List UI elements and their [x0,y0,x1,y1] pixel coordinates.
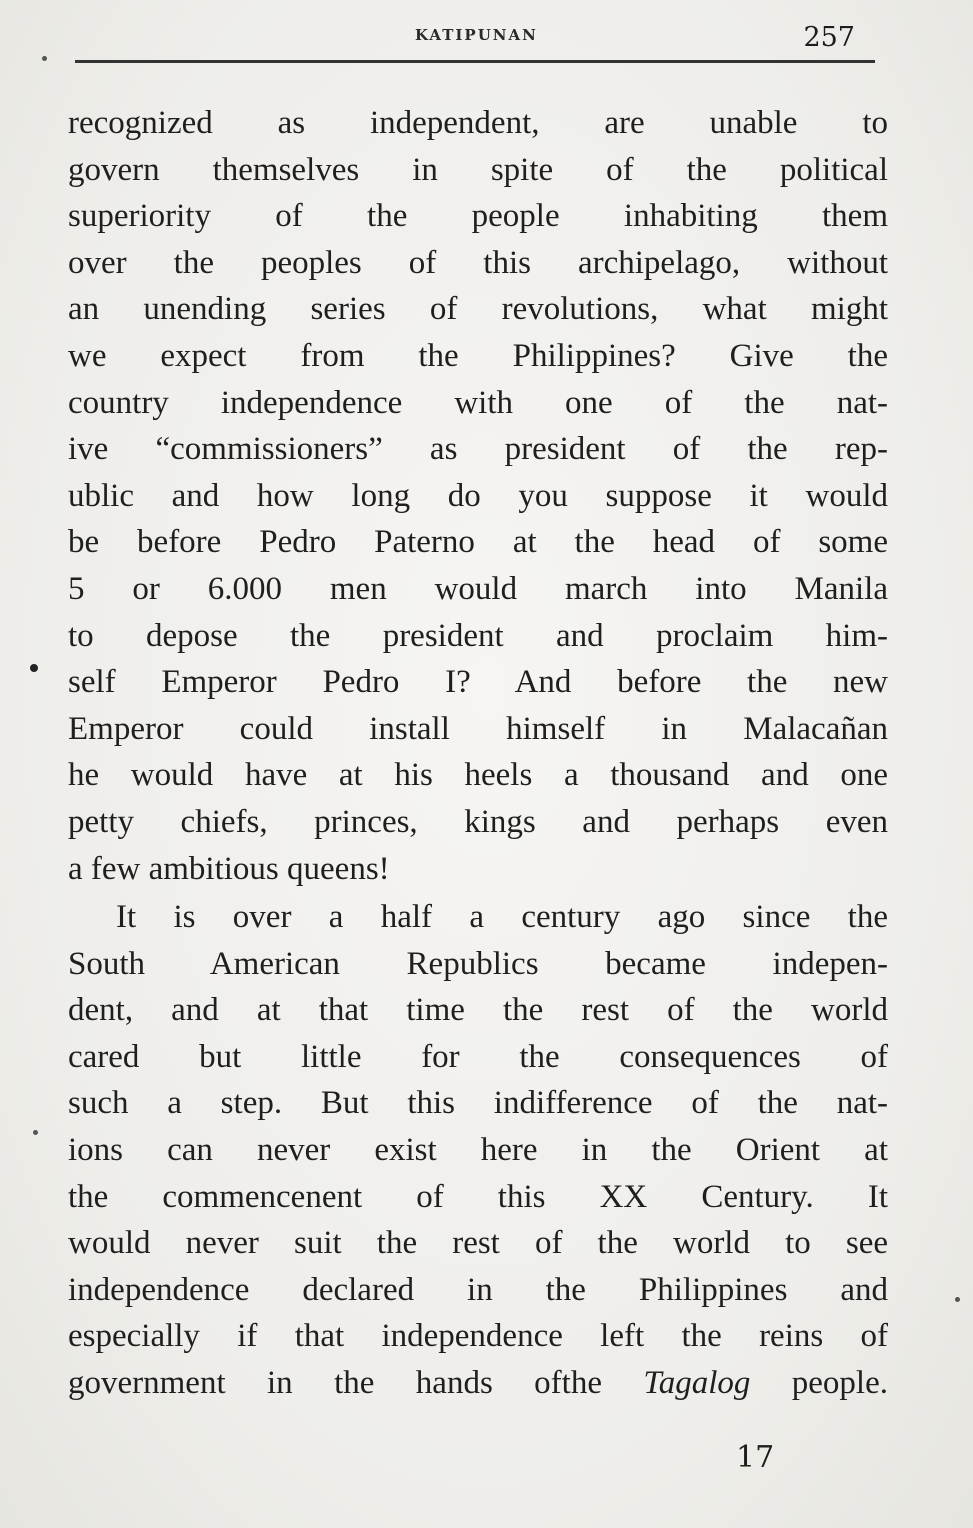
text-line: we expect from the Philippines? Give the [68,337,888,374]
text-line: an unending series of revolutions, what might [68,291,888,328]
text-line: ive “commissioners” as president of the rep- [68,431,888,468]
text-line: a few ambitious queens! [68,850,390,887]
text-line: It is over a half a century ago since the [116,899,888,936]
text-line: recognized as independent, are unable to [68,105,888,141]
text-line: such a step. But this indifference of the nat- [68,1085,888,1122]
text-line: cared but little for the consequences of [68,1038,888,1075]
text-line: Emperor could install himself in Malacañan [68,710,888,747]
final-line-suffix: people. [750,1365,888,1402]
page-header [75,22,875,68]
text-line: superiority of the people inhabiting them [68,198,888,235]
page-number: 257 [803,22,855,53]
ink-spot [42,56,47,61]
text-line: country independence with one of the nat- [68,384,888,421]
text-line: he would have at his heels a thousand and one [68,757,888,794]
signature-mark: 17 [736,1440,775,1475]
text-line: to depose the president and proclaim him- [68,617,888,654]
text-line: especially if that independence left the reins of [68,1318,888,1355]
text-line: the commencenent of this XX Century. It [68,1178,888,1215]
text-line: govern themselves in spite of the political [68,151,888,188]
text-line: would never suit the rest of the world to see [68,1225,888,1262]
ink-spot [955,1297,960,1302]
text-line: ublic and how long do you suppose it would [68,477,888,514]
text-line: petty chiefs, princes, kings and perhaps even [68,803,888,840]
italic-word: Tagalog [643,1365,751,1402]
header-rule [75,60,875,63]
text-line: dent, and at that time the rest of the world [68,992,888,1029]
running-head: KATIPUNAN [415,26,538,44]
text-line-final [68,1360,888,1407]
text-line: 5 or 6.000 men would march into Manila [68,570,888,607]
text-line: South American Republics became indepen- [68,945,888,982]
text-line: be before Pedro Paterno at the head of some [68,524,888,561]
body-text [68,100,888,1407]
text-line: over the peoples of this archipelago, without [68,244,888,281]
text-line: ions can never exist here in the Orient at [68,1132,888,1169]
final-line-prefix: government in the hands ofthe [68,1365,644,1402]
paragraph-2 [68,894,888,1407]
paragraph-1 [68,100,888,892]
text-line: self Emperor Pedro I? And before the new [68,664,888,701]
ink-spot [33,1130,38,1135]
ink-spot [30,664,38,672]
text-line: independence declared in the Philippines and [68,1271,888,1308]
